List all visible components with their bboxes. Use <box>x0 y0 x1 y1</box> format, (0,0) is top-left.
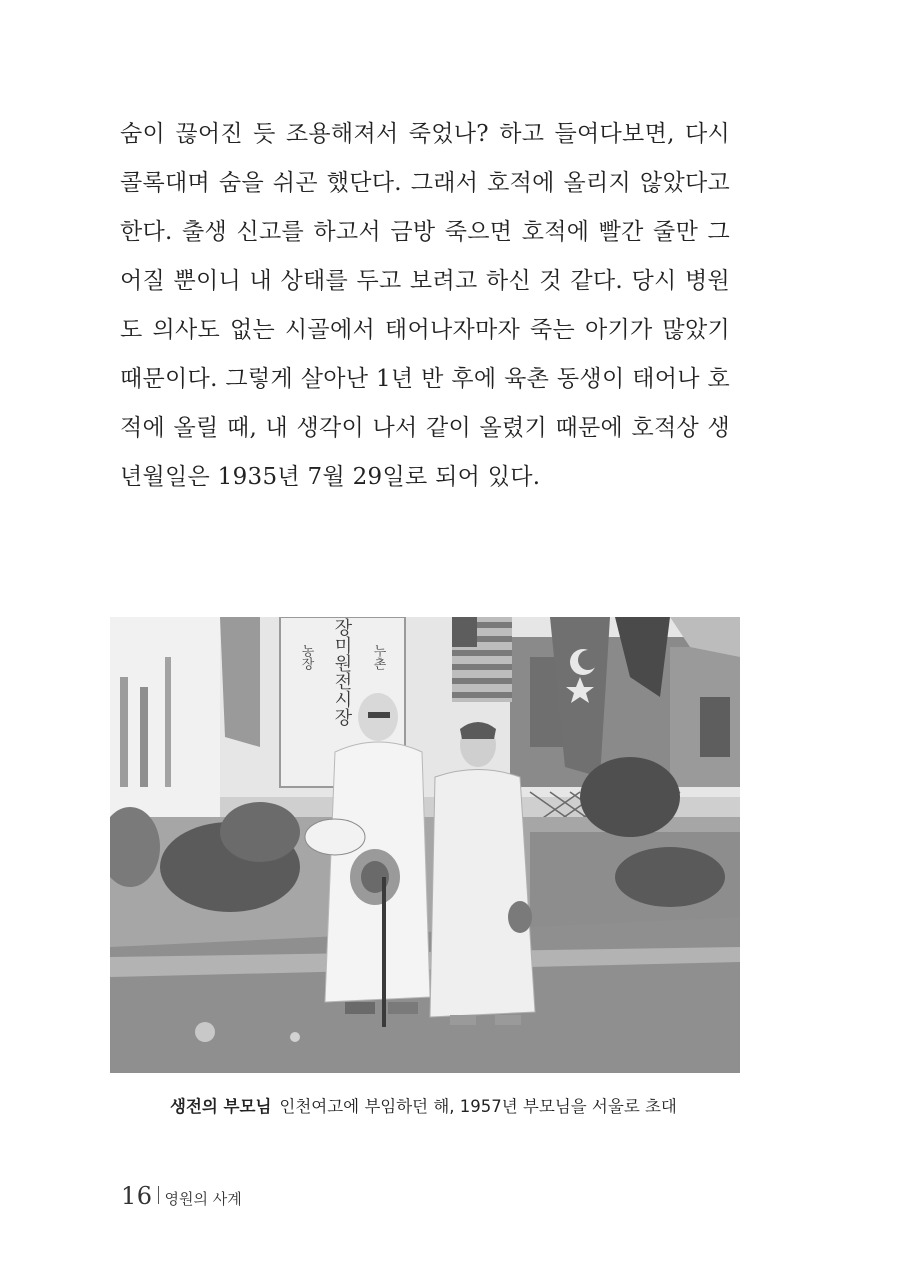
body-text <box>120 110 730 502</box>
body-paragraph: 숨이 끊어진 듯 조용해져서 죽었나? 하고 들여다보면, 다시 콜록대며 숨을 쉬곤 했단다. 그래서 호적에 올리지 않았다고 한다. 출생 신고를 하고서 금방 죽으면 호적에 빨간 줄만 그어질 뿐이니 내 상태를 두고 보려고 하신 것 같다. 당시 병원도 의사도 없는 시골에서 태어나자마자 죽는 아기가 많았기 때문이다. 그렇게 살아난 1년 반 후에 육촌 동생이 태어나 호적에 올릴 때, 내 생각이 나서 같이 올렸기 때문에 호적상 생년월일은 1935년 7월 29일로 되어 있다. <box>120 121 730 490</box>
page-footer <box>121 1182 242 1210</box>
photo-sign-side-left: 농장 <box>298 644 314 670</box>
photo-sign-side-right: 누촌 <box>370 644 386 670</box>
caption-text: 인천여고에 부임하던 해, 1957년 부모님을 서울로 초대 <box>279 1097 677 1116</box>
caption-title: 생전의 부모님 <box>170 1097 272 1116</box>
page-number: 16 <box>121 1182 153 1210</box>
photo-caption <box>170 1093 790 1117</box>
running-title: 영원의 사계 <box>164 1190 242 1208</box>
photo-sign-text: 장미원전시장 <box>331 618 353 726</box>
photo-illustration <box>110 617 740 1073</box>
photo-parents <box>110 617 740 1073</box>
footer-divider <box>158 1186 159 1204</box>
